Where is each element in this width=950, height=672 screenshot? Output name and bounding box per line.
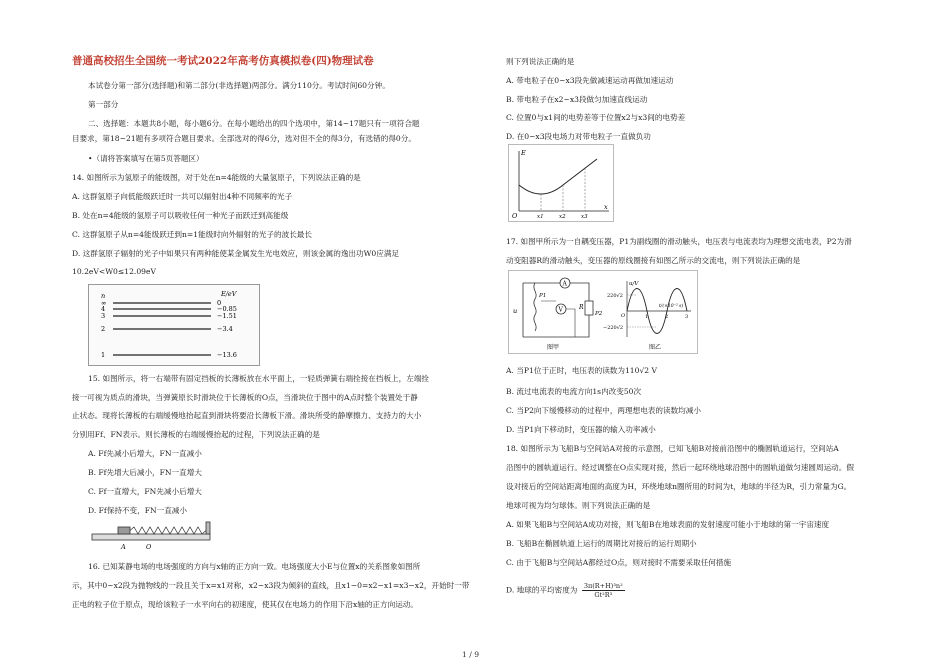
spring-board-figure (88, 518, 218, 552)
x-axis-label: x (604, 203, 608, 211)
q18-stem-2: 沿图中的圆轨道运行。经过调整在O点实现对接，然后一起环绕地球沿图中的圆轨道做匀速圆周运动。假 (506, 463, 854, 472)
x1-label: x1 (537, 214, 544, 220)
q18-stem-3: 设对接后的空间站距离地面的高度为H，环绕地球n圈所用的时间为t，地球的半径为R，引力常量为G。 (506, 482, 852, 491)
q17-stem-1: 17. 如图甲所示为一自耦变压器，P1为副线圈的滑动触头，电压表与电流表均为理想交流电表，P2为滑 (506, 237, 852, 246)
q15-stem-2: 接一可视为质点的滑块，当弹簧原长时滑块位于长薄板的O点，当滑块位于图中的A点时整个装置处于静 (72, 393, 418, 402)
q15-option-d: D. Ff保持不变，FN一直减小 (88, 506, 187, 515)
q18-option-a: A. 如果飞船B与空间站A成功对接，则飞船B在地球表面的发射速度可能小于地球的第一宇宙速度 (506, 520, 830, 529)
q16-option-a: A. 带电粒子在0~x3段先做减速运动再做加速运动 (506, 76, 674, 85)
density-fraction (582, 582, 625, 599)
q18-stem-4: 地球可视为均匀球体。则下列说法正确的是 (506, 501, 651, 510)
q15-stem-3: 止状态。现将长薄板的右端缓慢地抬起直到滑块将要沿长薄板下滑。滑块所受的静摩擦力、支持力的大小 (72, 411, 422, 420)
page-number: 1 / 9 (462, 650, 480, 659)
q14-stem: 14. 如图所示为氢原子的能级图，对于处在n=4能级的大量氢原子，下列说法正确的是 (72, 173, 361, 182)
tick-3: 3 (685, 314, 689, 320)
tick-1: 1 (645, 314, 649, 320)
q18-option-d-prefix: D. 地球的平均密度为 (506, 585, 578, 595)
q16-option-c: C. 位置0与x1间的电势差等于位置x2与x3间的电势差 (506, 113, 686, 122)
q15-option-c: C. Ff一直增大，FN先减小后增大 (88, 487, 202, 496)
svg-text:3: 3 (101, 312, 106, 320)
e-x-graph (508, 144, 614, 222)
q14-option-c: C. 这群氢原子从n=4能级跃迁到n=1能级时向外辐射的光子的波长最长 (72, 230, 312, 239)
origin-label: O (512, 212, 518, 220)
part-label: 第一部分 (88, 100, 119, 109)
section-desc-1: 二、选择题：本题共8小题，每小题6分。在每小题给出的四个选项中，第14~17题只有一项符合题 (88, 119, 420, 128)
q17-option-c: C. 当P2向下缓慢移动的过程中，两理想电表的读数均减小 (506, 406, 701, 415)
peak-top-label: 220√2 (607, 293, 623, 299)
origin-o: O (621, 313, 626, 319)
q15-stem-4: 分别用Ff、FN表示。则长薄板的右端缓慢抬起的过程，下列说法正确的是 (72, 430, 320, 439)
q18-stem-1: 18. 如图所示为飞船B与空间站A对接的示意图，已知飞船B对接前沿图中的椭圆轨道运行，空间站A (506, 444, 839, 453)
uv-axis-label: u/V (629, 281, 639, 287)
resistor-r (585, 301, 593, 315)
n-header: n (101, 292, 106, 300)
transformer-svg (509, 271, 697, 353)
svg-text:−3.4: −3.4 (217, 325, 233, 333)
q14-option-d: D. 这群氢原子辐射的光子中如果只有两种能使某金属发生光电效应，则该金属的逸出功W0应满足 (72, 249, 400, 258)
svg-text:2: 2 (101, 325, 106, 333)
q16-option-b: B. 带电粒子在x2~x3段做匀加速直线运动 (506, 95, 648, 104)
q14-option-b: B. 处在n=4能级的氢原子可以吸收任何一种光子而跃迁到高能级 (72, 211, 289, 220)
svg-text:0: 0 (217, 299, 222, 307)
e-x-curve (519, 159, 597, 194)
q14-option-a: A. 这群氢原子向低能级跃迁时一共可以辐射出4种不同频率的光子 (72, 192, 293, 201)
fraction-numerator: 3π(R+H)³n² (583, 582, 623, 590)
q17-stem-2: 动变阻器R的滑动触头，变压器的原线圈接有如图乙所示的交流电，则下列说法正确的是 (506, 256, 801, 265)
q18-option-b: B. 飞船B在椭圆轨道上运行的周期比对接后的运行周期小 (506, 539, 697, 548)
energy-level-diagram (88, 284, 260, 366)
voltmeter-label: V (558, 306, 563, 314)
q16-stem-2: 示，其中0~x2段为抛物线的一段且关于x=x1对称，x2~x3段为倾斜的直线，且x1−0=x2−x1=x3−x2，开始时一带 (72, 581, 470, 590)
caption-yi: 图乙 (649, 344, 662, 351)
level-2 (101, 325, 233, 333)
level-1 (101, 351, 237, 359)
point-a-label: A (121, 543, 126, 551)
source-u-label: u (513, 307, 518, 315)
q18-option-d (506, 582, 625, 599)
peak-bottom-label: −220√2 (603, 325, 624, 331)
svg-text:4: 4 (101, 305, 106, 313)
q15-option-b: B. Ff先增大后减小，FN一直增大 (88, 468, 202, 477)
energy-level-svg (89, 285, 259, 365)
point-o-label: O (146, 543, 152, 551)
spring-board-svg (88, 518, 218, 552)
q16-stem-3: 正电的粒子位于原点，现给该粒子一水平向右的初速度，使其仅在电场力的作用下沿x轴的正方向运动。 (72, 600, 418, 609)
svg-text:−0.85: −0.85 (217, 305, 237, 313)
fraction-denominator: Gt²R³ (594, 591, 613, 599)
q15-option-a: A. Ff先减小后增大，FN一直减小 (88, 449, 202, 458)
intro-line: 本试卷分第一部分(选择题)和第二部分(非选择题)两部分。满分110分。考试时间60分钟。 (88, 81, 390, 90)
q17-option-b: B. 流过电流表的电流方向1s内改变50次 (506, 387, 642, 396)
slider-block (118, 527, 130, 534)
p2-label: P2 (595, 311, 603, 317)
level-3 (101, 312, 237, 320)
q17-option-d: D. 当P1向下移动时，变压器的输入功率减小 (506, 425, 656, 434)
q16-continuation: 则下列说法正确的是 (506, 57, 575, 66)
q17-option-a: A. 当P1位于正时，电压表的读数为110√2 V (506, 366, 658, 375)
resistor-label: R (579, 304, 584, 311)
caption-jia: 图甲 (547, 344, 560, 351)
circuit-diagram-jia (513, 278, 603, 351)
coil (534, 283, 536, 331)
x2-label: x2 (559, 214, 566, 220)
e-axis-label: E (521, 149, 526, 157)
ammeter-label: A (562, 280, 567, 288)
svg-text:1: 1 (101, 351, 106, 359)
svg-text:−13.6: −13.6 (217, 351, 237, 359)
q16-stem-1: 16. 已知某静电场的电场强度的方向与x轴的正方向一致。电场强度大小E与位置x的关系图象如图所 (88, 562, 421, 571)
svg-text:−1.51: −1.51 (217, 312, 237, 320)
baffle (206, 522, 210, 534)
waveform-yi (603, 281, 691, 351)
e-header: E/eV (221, 290, 237, 298)
transformer-figure (508, 270, 698, 354)
q14-option-d-range: 10.2eV<W0≤12.09eV (72, 267, 156, 276)
t-axis-label: t/(×10⁻² s) (659, 304, 684, 309)
level-inf (101, 299, 221, 307)
q15-stem-1: 15. 如图所示，将一右端带有固定挡板的长薄板放在水平面上，一轻质弹簧右端拴接在挡板上，左端拴 (88, 374, 430, 383)
long-board (92, 534, 210, 540)
spring (130, 527, 206, 534)
paper-title: 普通高校招生全国统一考试2022年高考仿真模拟卷(四)物理试卷 (72, 55, 374, 67)
tick-2: 2 (665, 314, 669, 320)
x3-label: x3 (581, 214, 588, 220)
e-x-graph-svg (509, 145, 613, 221)
section-desc-2: 目要求，第18~21题有多项符合题目要求。全部选对的得6分，选对但不全的得3分，有选错的得0分。 (72, 134, 416, 143)
q18-option-c: C. 由于飞船B与空间站A都经过O点，则对接时不需要采取任何措施 (506, 558, 732, 567)
answer-note: •（请将答案填写在第5页答题区） (88, 154, 204, 163)
svg-text:∞: ∞ (101, 299, 107, 307)
q16-option-d: D. 在0~x3段电场力对带电粒子一直做负功 (506, 132, 651, 141)
p1-label: P1 (539, 293, 547, 299)
